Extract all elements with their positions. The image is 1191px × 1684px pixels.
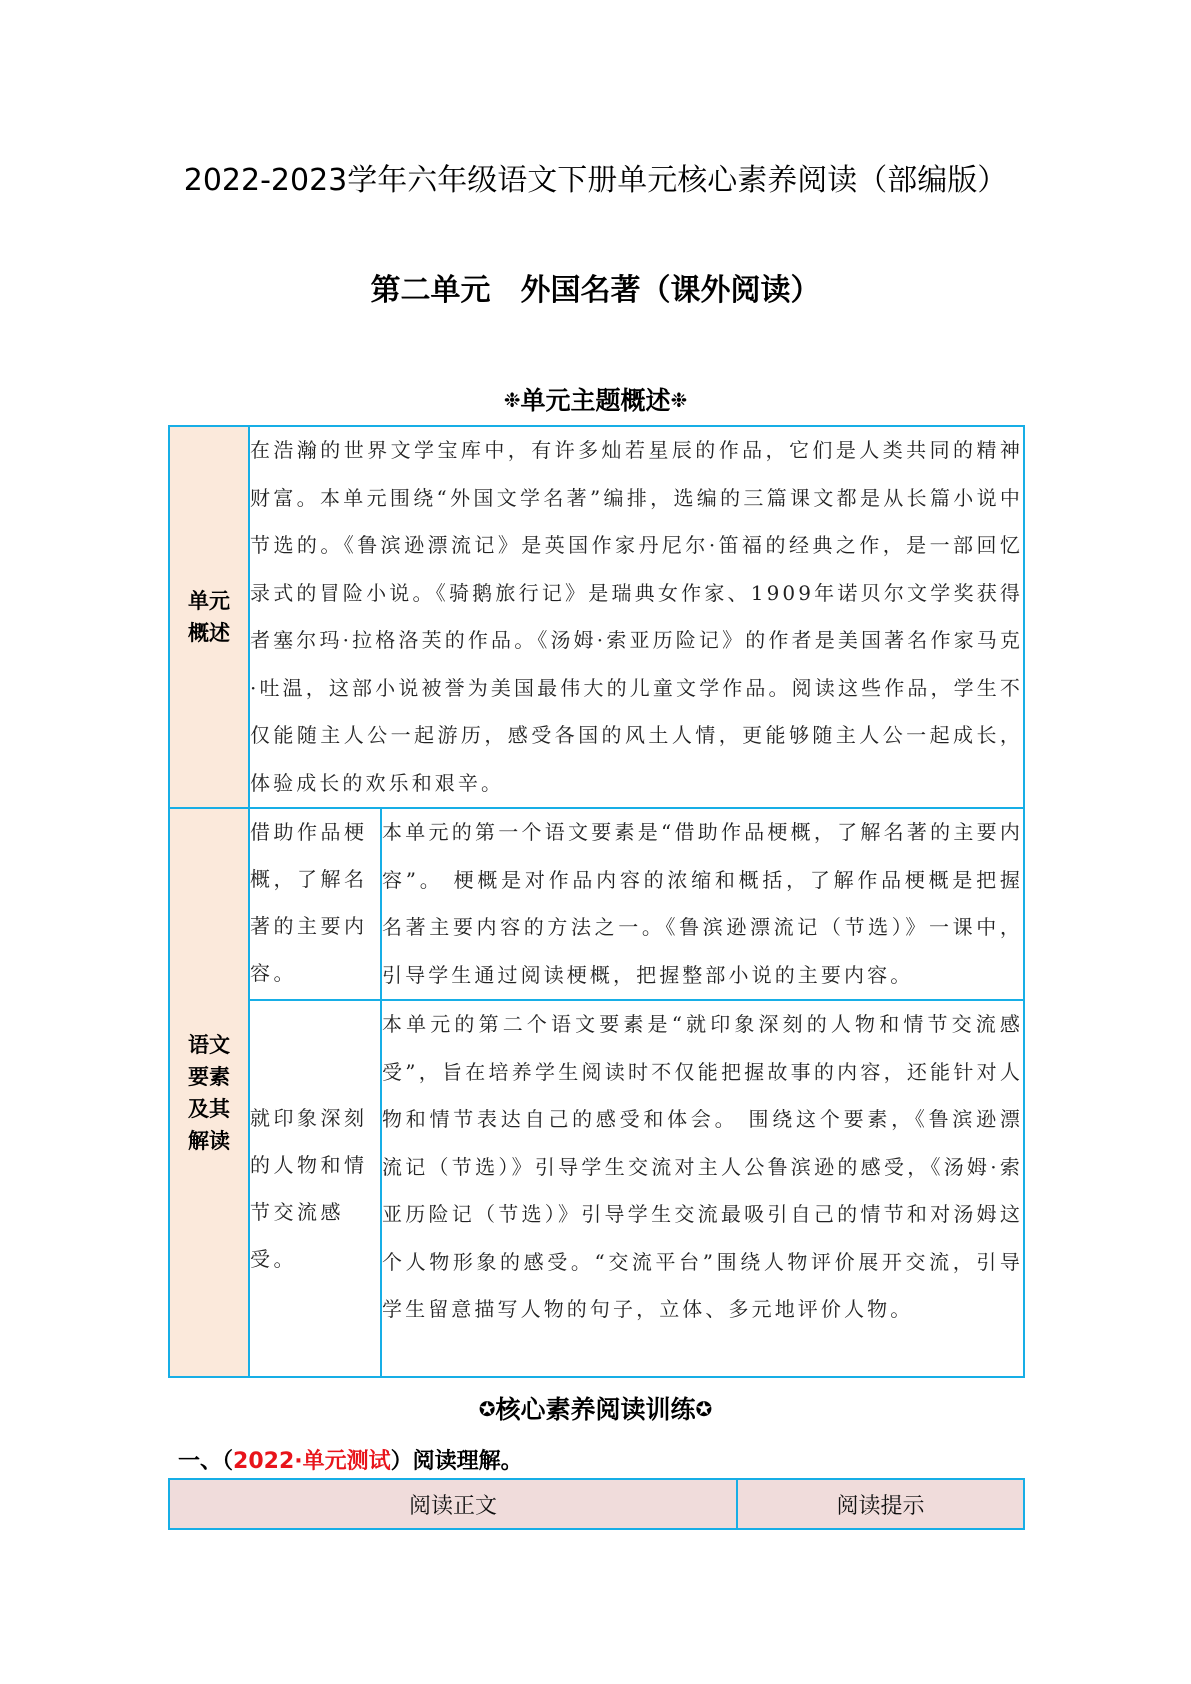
table-row-element-1 [169, 808, 1024, 1000]
row-label-language-elements [169, 808, 249, 1377]
table-row-element-2 [169, 1000, 1024, 1377]
unit-subtitle: 第二单元 外国名著（课外阅读） [370, 273, 821, 308]
unit-overview-text: 在浩瀚的世界文学宝库中，有许多灿若星辰的作品，它们是人类共同的精神财富。本单元围绕“外国文学名著”编排，选编的三篇课文都是从长篇小说中节选的。《鲁滨逊漂流记》是英国作家丹尼尔·笛福的经典之作，是一部回忆录式的冒险小说。《骑鹅旅行记》是瑞典女作家、1909年诺贝尔文学奖获得者塞尔玛·拉格洛芙的作品。《汤姆·索亚历险记》的作者是美国著名作家马克·吐温，这部小说被誉为美国最伟大的儿童文学作品。阅读这些作品，学生不仅能随主人公一起游历，感受各国的风土人情，更能够随主人公一起成长，体验成长的欢乐和艰辛。 [249, 426, 1024, 808]
unit-overview-table [168, 425, 1025, 1378]
section-heading-text: 单元主题概述 [520, 386, 671, 415]
reading-table-header [169, 1479, 1024, 1529]
star-circle-icon: ✪ [695, 1397, 713, 1421]
section-heading-overview [0, 381, 1191, 417]
question-suffix: ）阅读理解。 [390, 1449, 523, 1474]
document-title: 2022-2023学年六年级语文下册单元核心素养阅读（部编版） [183, 163, 1008, 198]
row-label-unit-overview [169, 426, 249, 808]
label-line: 语文 [188, 1032, 230, 1057]
question-1-heading [178, 1444, 523, 1475]
label-line: 概述 [188, 621, 230, 645]
question-source: 2022·单元测试 [233, 1449, 391, 1474]
label-line: 要素 [188, 1064, 230, 1089]
snowflake-icon: ❉ [670, 388, 688, 412]
header-reading-text: 阅读正文 [169, 1479, 737, 1529]
element-text-2: 本单元的第二个语文要素是“就印象深刻的人物和情节交流感受”，旨在培养学生阅读时不仅能把握故事的内容，还能针对人物和情节表达自己的感受和体会。 围绕这个要素，《鲁滨逊漂流记（节选）》引导学生交流对主人公鲁滨逊的感受，《汤姆·索亚历险记（节选）》引导学生交流最吸引自己的情节和对汤姆这个人物形象的感受。“交流平台”围绕人物评价展开交流，引导学生留意描写人物的句子，立体、多元地评价人物。 [381, 1000, 1024, 1377]
element-name-1: 借助作品梗概，了解名著的主要内容。 [249, 808, 381, 1000]
reading-table [168, 1478, 1025, 1530]
section-heading-training [0, 1390, 1191, 1426]
section-heading-text: 核心素养阅读训练 [495, 1395, 696, 1424]
star-circle-icon: ✪ [478, 1397, 496, 1421]
table-row-unit-overview [169, 426, 1024, 808]
element-name-2: 就印象深刻的人物和情节交流感受。 [249, 1000, 381, 1377]
label-line: 解读 [188, 1128, 230, 1153]
snowflake-icon: ❉ [503, 388, 521, 412]
label-line: 单元 [188, 589, 230, 613]
label-line: 及其 [188, 1096, 230, 1121]
header-reading-tips: 阅读提示 [737, 1479, 1024, 1529]
question-prefix: 一、（ [178, 1449, 234, 1474]
element-text-1: 本单元的第一个语文要素是“借助作品梗概，了解名著的主要内容”。 梗概是对作品内容的浓缩和概括，了解作品梗概是把握名著主要内容的方法之一。《鲁滨逊漂流记（节选）》一课中，引导学生通过阅读梗概，把握整部小说的主要内容。 [381, 808, 1024, 1000]
